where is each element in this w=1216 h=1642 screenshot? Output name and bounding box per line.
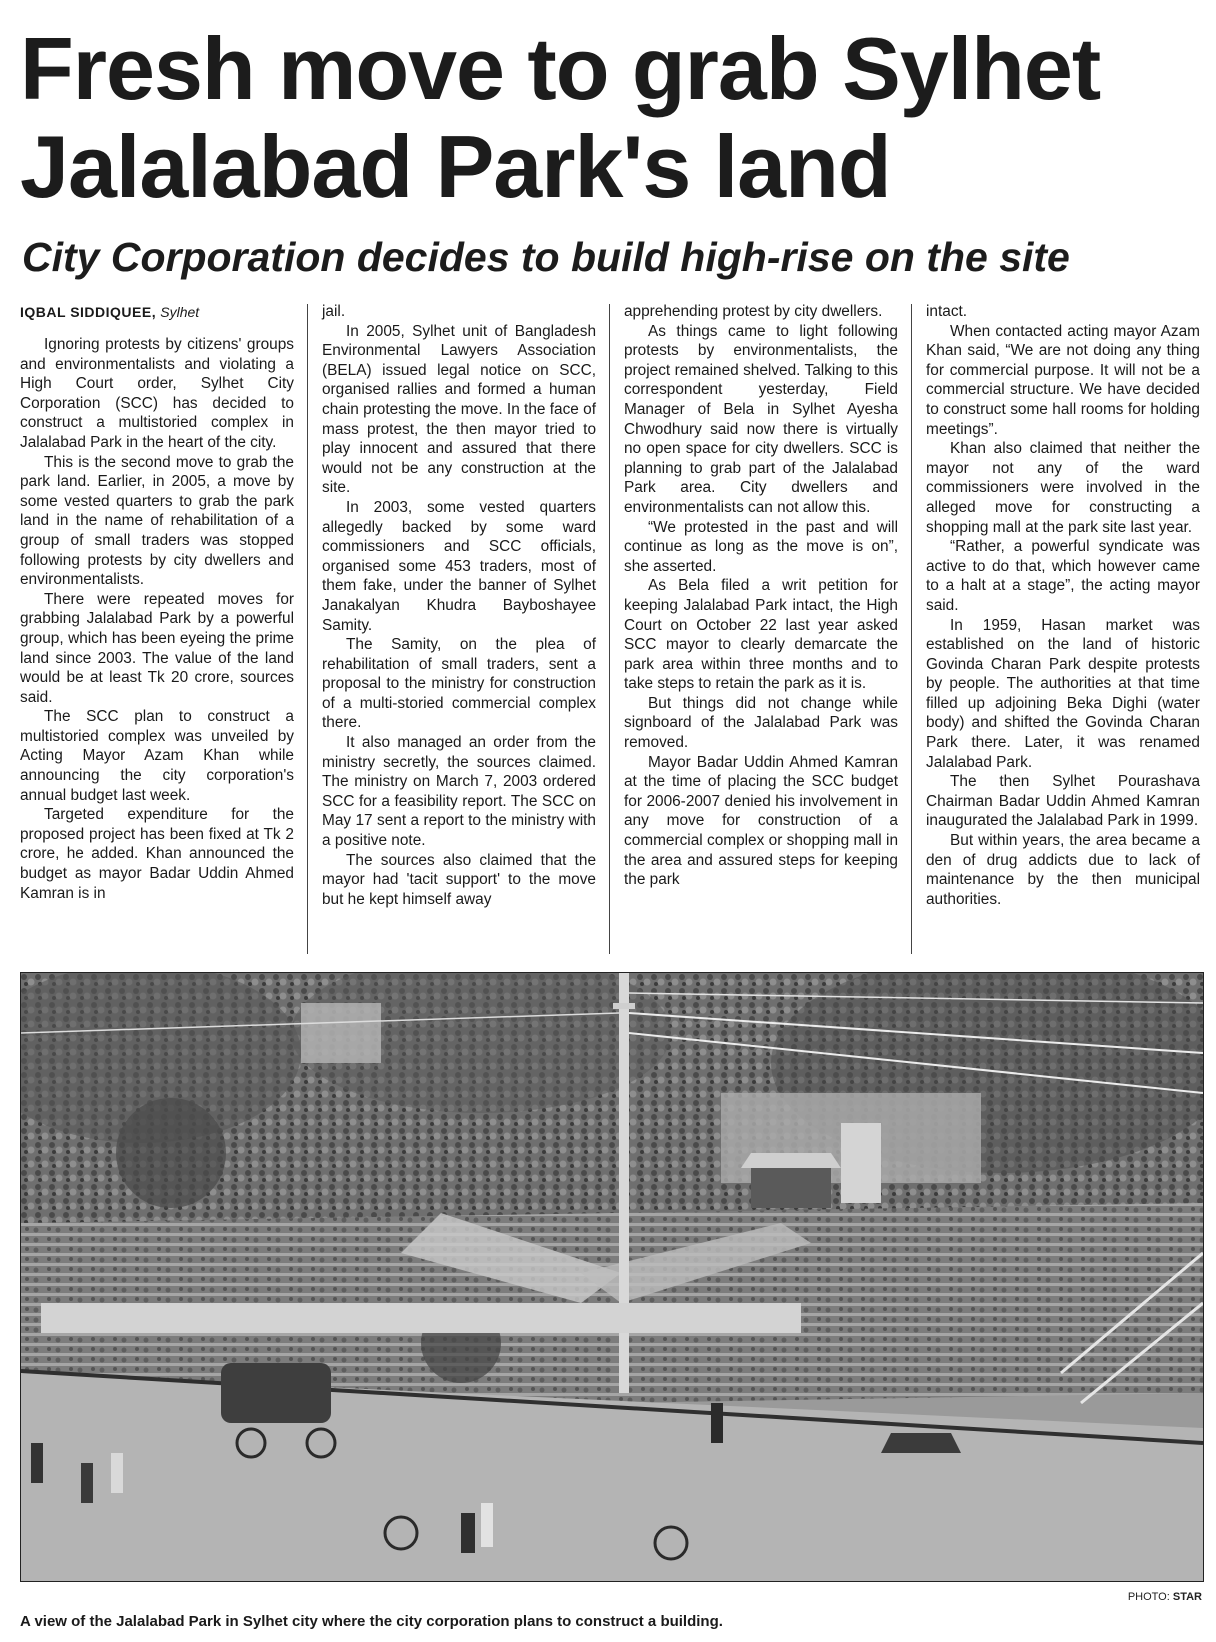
paragraph: The Samity, on the plea of rehabilitation of small traders, sent a proposal to the ministry for construction of a multi-storied commercial complex there. bbox=[322, 636, 596, 732]
paragraph: The SCC plan to construct a multistoried complex was unveiled by Acting Mayor Azam Khan while announcing the city corporation's annual budget last week. bbox=[20, 708, 294, 804]
paragraph: It also managed an order from the ministry secretly, the sources claimed. The ministry on March 7, 2003 ordered SCC for a feasibility report. The SCC on May 17 sent a report to the ministry with a positive note. bbox=[322, 734, 596, 850]
paragraph: As Bela filed a writ petition for keeping Jalalabad Park intact, the High Court on October 22 last year asked SCC mayor to clearly demarcate the park area within three months and to take steps to retain the park as it is. bbox=[624, 577, 898, 693]
paragraph: In 1959, Hasan market was established on the land of historic Govinda Charan Park despite protests by people. The authorities at that time filled up adjoining Beka Dighi (water body) and shifted the Govinda Charan Park there. Later, it was renamed Jalalabad Park. bbox=[926, 616, 1200, 771]
article-body bbox=[20, 302, 1200, 962]
paragraph: Targeted expenditure for the proposed project has been fixed at Tk 2 crore, he added. Khan announced the budget as mayor Badar Uddin Ahmed Kamran is in bbox=[20, 806, 294, 902]
column-rule bbox=[911, 304, 912, 954]
photo-credit bbox=[1128, 1590, 1202, 1604]
paragraph: “We protested in the past and will continue as long as the move is on”, she asserted. bbox=[624, 518, 898, 575]
paragraph: Khan also claimed that neither the mayor not any of the ward commissioners were involved in the alleged move for constructing a shopping mall at the park site last year. bbox=[926, 440, 1200, 536]
headline: Fresh move to grab Sylhet Jalalabad Park's land bbox=[20, 19, 1101, 216]
column-rule bbox=[307, 304, 308, 954]
paragraph: The sources also claimed that the mayor had 'tacit support' to the move but he kept himself away bbox=[322, 851, 596, 908]
photo-credit-source: STAR bbox=[1172, 1591, 1202, 1603]
byline-location: Sylhet bbox=[160, 304, 200, 320]
paragraph: As things came to light following protests by environmentalists, the project remained shelved. Talking to this correspondent yesterday, Field Manager of Bela in Sylhet Ayesha Chwodhury said now there is virtually no open space for city dwellers. SCC is planning to grab part of the Jalalabad Park area. City dwellers and environmentalists can not allow this. bbox=[624, 322, 898, 516]
paragraph: “Rather, a powerful syndicate was active to do that, which however came to a halt at a stage”, the acting mayor said. bbox=[926, 538, 1200, 614]
paragraph: The then Sylhet Pourashava Chairman Badar Uddin Ahmed Kamran inaugurated the Jalalabad Park in 1999. bbox=[926, 773, 1200, 830]
byline-name: IQBAL SIDDIQUEE, bbox=[20, 304, 157, 320]
paragraph: Ignoring protests by citizens' groups and environmentalists and violating a High Court order, Sylhet City Corporation (SCC) has decided to construct a multistoried complex in Jalalabad Park in the heart of the city. bbox=[20, 336, 294, 451]
paragraph: But things did not change while signboard of the Jalalabad Park was removed. bbox=[624, 694, 898, 752]
column-rule bbox=[609, 304, 610, 954]
park-photo bbox=[20, 972, 1204, 1582]
paragraph: jail. bbox=[322, 303, 346, 320]
paragraph: intact. bbox=[926, 303, 968, 320]
photo-credit-label: PHOTO: bbox=[1127, 1591, 1170, 1603]
paragraph: In 2003, some vested quarters allegedly backed by some ward commissioners and SCC officials, organised some 453 traders, most of them fake, under the banner of Sylhet Janakalyan Khudra Bayboshayee Samity. bbox=[322, 498, 596, 634]
column-2 bbox=[322, 302, 596, 909]
paragraph: There were repeated moves for grabbing Jalalabad Park by a powerful group, which has been eyeing the prime land since 2003. The value of the land would be at least Tk 20 crore, sources said. bbox=[20, 590, 294, 706]
paragraph: When contacted acting mayor Azam Khan said, “We are not doing any thing for commercial purpose. It will not be a commercial structure. We have decided to construct some hall rooms for holding meetings”. bbox=[926, 322, 1200, 438]
subheadline: City Corporation decides to build high-rise on the site bbox=[22, 234, 1070, 280]
byline bbox=[20, 302, 294, 323]
paragraph: apprehending protest by city dwellers. bbox=[624, 303, 883, 320]
column-3 bbox=[624, 302, 898, 890]
photo-caption: A view of the Jalalabad Park in Sylhet city where the city corporation plans to construct a building. bbox=[20, 1613, 723, 1630]
paragraph: But within years, the area became a den of drug addicts due to lack of maintenance by the then municipal authorities. bbox=[926, 832, 1200, 908]
paragraph: Mayor Badar Uddin Ahmed Kamran at the time of placing the SCC budget for 2006-2007 denied his involvement in any move for construction of a commercial complex or shopping mall in the area and assured steps for keeping the park bbox=[624, 753, 898, 889]
paragraph: This is the second move to grab the park land. Earlier, in 2005, a move by some vested quarters to grab the park land in the name of rehabilitation of a group of small traders was stopped following protests by city dwellers and environmentalists. bbox=[20, 453, 294, 589]
column-1 bbox=[20, 302, 294, 903]
column-4 bbox=[926, 302, 1200, 909]
paragraph: In 2005, Sylhet unit of Bangladesh Environmental Lawyers Association (BELA) issued legal notice on SCC, organised rallies and formed a human chain protesting the move. In the face of mass protest, the then mayor tried to play innocent and assured that there would not be any construction at the site. bbox=[322, 322, 596, 497]
park-photo-illustration bbox=[21, 973, 1203, 1581]
